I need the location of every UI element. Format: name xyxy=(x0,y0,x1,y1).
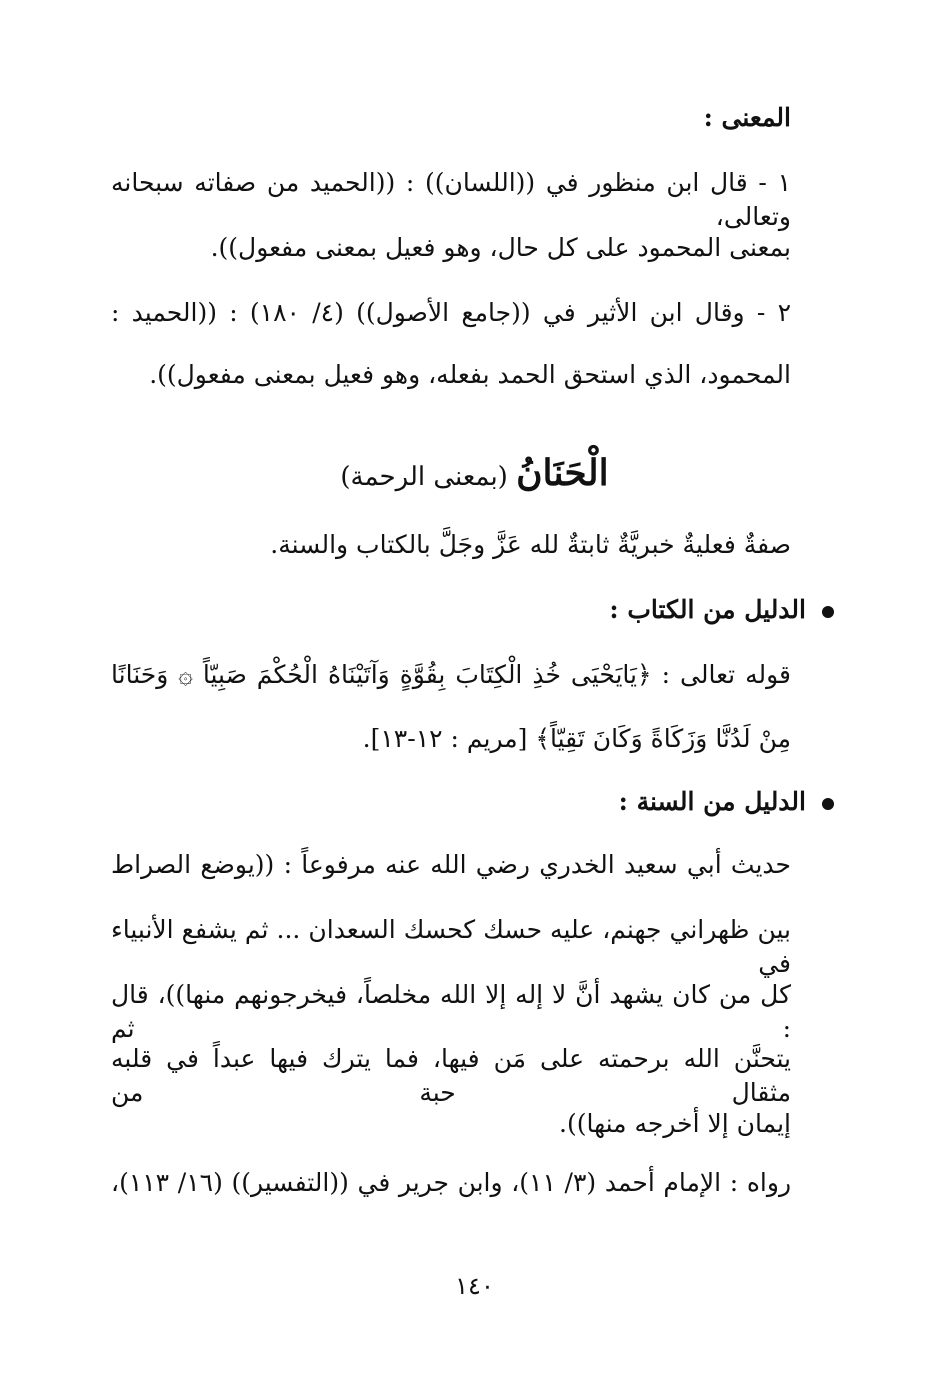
hadith-line-5: إيمان إلا أخرجه منها)). xyxy=(559,1109,791,1138)
hadith-source-line: رواه : الإمام أحمد (٣/ ١١)، وابن جرير في ((التفسير)) (١٦/ ١١٣)، xyxy=(111,1168,792,1197)
quran-evidence-heading xyxy=(609,593,834,627)
sunnah-evidence-label: الدليل من السنة : xyxy=(618,787,806,816)
hadith-line-1: حديث أبي سعيد الخدري رضي الله عنه مرفوعاً : ((يوضع الصراط xyxy=(111,850,791,879)
meaning-paragraph-1-line-2: بمعنى المحمود على كل حال، وهو فعيل بمعنى مفعول)). xyxy=(210,233,791,262)
hadith-line-2: بين ظهراني جهنم، عليه حسك كحسك السعدان ... ثم يشفع الأنبياء في xyxy=(111,915,791,978)
meaning-paragraph-2-line-1: ٢ - وقال ابن الأثير في ((جامع الأصول)) (٤/ ١٨٠) : ((الحميد : xyxy=(111,298,791,327)
heading-note: (بمعنى الرحمة) xyxy=(340,462,508,492)
section-heading xyxy=(0,453,949,497)
quran-verse-line-1: قوله تعالى : ﴿يَايَحْيَى خُذِ الْكِتَابَ بِقُوَّةٍ وَآتَيْنَاهُ الْحُكْمَ صَبِيّاً ۞ وَحَنَانًا xyxy=(111,660,791,689)
bullet-icon xyxy=(822,798,834,810)
meaning-paragraph-2-line-2: المحمود، الذي استحق الحمد بفعله، وهو فعيل بمعنى مفعول)). xyxy=(149,360,791,389)
bullet-icon xyxy=(822,606,834,618)
intro-text: صفةٌ فعليةٌ خبريَّةٌ ثابتةٌ لله عَزَّ وجَلَّ بالكتاب والسنة. xyxy=(270,530,791,559)
meaning-paragraph-1-line-1: ١ - قال ابن منظور في ((اللسان)) : ((الحميد من صفاته سبحانه وتعالى، xyxy=(111,168,791,231)
quran-verse-line-2: مِنْ لَدُنَّا وَزَكَاةً وَكَانَ تَقِيّاً﴾ [مريم : ١٢-١٣]. xyxy=(362,724,791,753)
heading-name: الْحَنَانُ xyxy=(516,452,609,494)
hadith-line-4: يتحنَّن الله برحمته على مَن فيها، فما يترك فيها عبداً في قلبه مثقال حبة من xyxy=(111,1044,791,1107)
hadith-line-3: كل من كان يشهد أنَّ لا إله إلا الله مخلصاً، فيخرجونهم منها))، قال : ثم xyxy=(111,980,791,1043)
meaning-label: المعنى : xyxy=(703,103,791,132)
quran-evidence-label: الدليل من الكتاب : xyxy=(609,595,806,624)
sunnah-evidence-heading xyxy=(619,785,834,819)
page-number: ١٤٠ xyxy=(455,1272,494,1300)
